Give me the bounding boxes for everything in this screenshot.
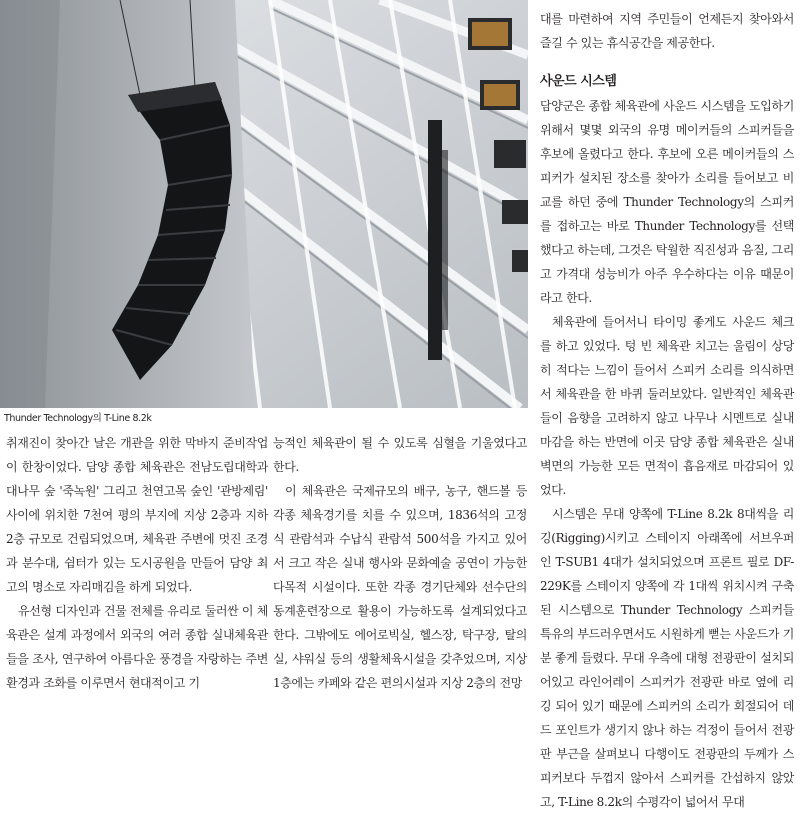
article-column-1 (6, 431, 268, 695)
paragraph: 유선형 디자인과 건물 전체를 유리로 둘러싼 이 체육관은 설계 과정에서 외국의 여러 종합 실내체육관들을 조사, 연구하여 아름다운 풍경을 자랑하는 주변 환경과 조화를 이루면서 현대적이고 기 (6, 604, 268, 690)
article-photo (0, 0, 528, 408)
photo-caption: Thunder Technology의 T-Line 8.2k (4, 413, 152, 424)
paragraph: 체육관에 들어서니 타이밍 좋게도 사운드 체크를 하고 있었다. 텅 빈 체육관 치고는 울림이 상당히 적다는 느낌이 들어서 스피커 소리를 의식하면서 체육관을 한 바퀴 둘러보았다. 일반적인 체육관들이 음향을 고려하지 않고 나무나 시멘트로 실내 마감을 하는 반면에 이곳 담양 종합 체육관은 실내 벽면의 가능한 모든 면적이 흡음재로 마감되어 있었다. (540, 315, 794, 497)
paragraph: 이 체육관은 국제규모의 배구, 농구, 핸드볼 등 각종 체육경기를 치를 수 있으며, 1836석의 고정식 관람석과 수납식 관람석 500석을 가지고 있어서 크고 작은 실내 행사와 문화예술 공연이 가능한 다목적 시설이다. 또한 각종 경기단체와 선수단의 동계훈련장으로 활용이 가능하도록 설계되었다고 한다. 그밖에도 에어로빅실, 헬스장, 탁구장, 탈의실, 샤워실 등의 생활체육시설을 갖추었으며, 지상 1층에는 카페와 같은 편의시설과 지상 2층의 전망 (273, 484, 527, 690)
section-heading: 사운드 시스템 (540, 74, 617, 89)
paragraph: 시스템은 무대 양쪽에 T-Line 8.2k 8대씩을 리깅(Rigging)시키고 스테이지 아래쪽에 서브우퍼인 T-SUB1 4대가 설치되었으며 프론트 필로 DF-229K를 스테이지 양쪽에 각 1대씩 위치시켜 구축된 시스템으로 Thunder Technology 스피커들 특유의 부드러우면서도 시원하게 뻗는 사운드가 기분 좋게 들렸다. 무대 우측에 대형 전광판이 설치되어있고 라인어레이 스피커가 전광판 바로 옆에 리깅 되어 있기 때문에 스피커의 소리가 회절되어 데드 포인트가 생기지 않나 하는 걱정이 들어서 전광판 부근을 살펴보니 다행이도 전광판의 두께가 스피커보다 두껍지 않아서 스피커를 간섭하지 않았고, T-Line 8.2k의 수평각이 넓어서 무대 (540, 507, 794, 809)
paragraph: 담양군은 종합 체육관에 사운드 시스템을 도입하기 위해서 몇몇 외국의 유명 메이커들의 스피커들을 후보에 올렸다고 한다. 후보에 오른 메이커들의 스피커가 설치된 장소를 찾아가 소리를 들어보고 비교를 하던 중에 Thunder Technology의 스피커를 접하고는 바로 Thunder Technology를 선택했다고 하는데, 그것은 탁월한 직진성과 음질, 그리고 가격대 성능비가 아주 우수하다는 이유 때문이라고 한다. (540, 99, 794, 305)
paragraph: 대를 마련하여 지역 주민들이 언제든지 찾아와서 즐길 수 있는 휴식공간을 제공한다. (540, 12, 794, 50)
article-column-2 (273, 431, 527, 695)
paragraph: 취재진이 찾아간 날은 개관을 위한 막바지 준비작업이 한창이었다. 담양 종합 체육관은 전남도립대학과 대나무 숲 '죽녹원' 그리고 천연고목 숲인 '관방제림' 사이에 위치한 7천여 평의 부지에 지상 2층과 지하 2층 규모로 건립되었으며, 체육관 주변에 멋진 조경과 분수대, 쉼터가 있는 도시공원을 만들어 담양 최고의 명소로 자리매김을 하게 되었다. (6, 436, 268, 594)
article-column-3 (540, 7, 794, 814)
speaker-photo-illustration (0, 0, 528, 408)
paragraph: 능적인 체육관이 될 수 있도록 심혈을 기울였다고 한다. (273, 436, 527, 474)
